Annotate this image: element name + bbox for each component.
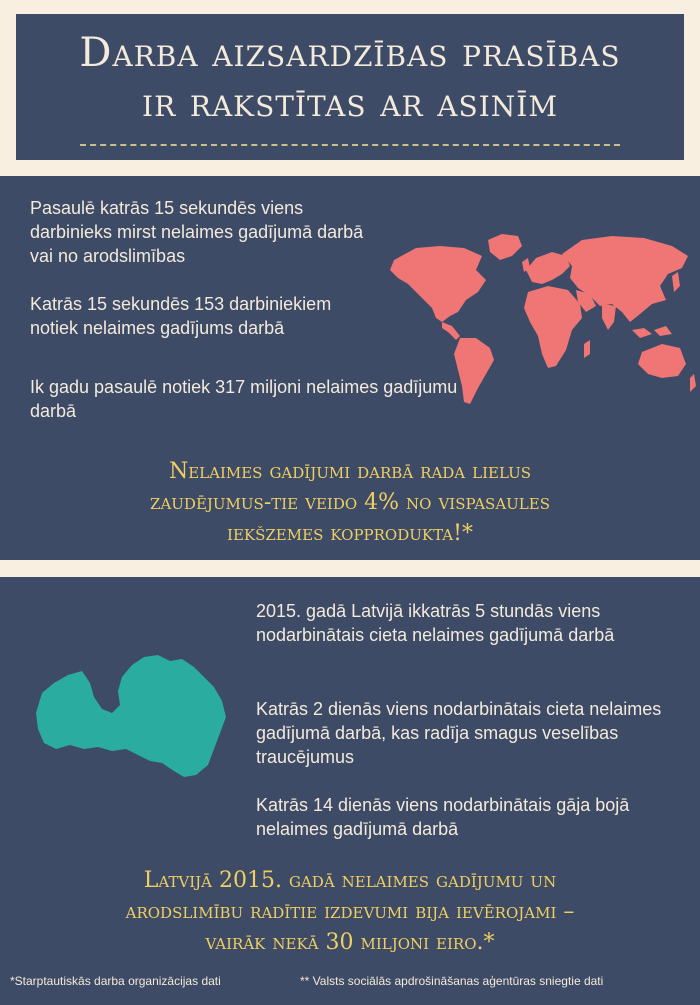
latvia-map-icon <box>34 653 228 783</box>
page-title <box>16 28 684 128</box>
latvia-fact-3: Katrās 14 dienās viens nodarbinātais gāja bojā nelaimes gadījumā darbā <box>256 795 630 839</box>
latvia-highlight-line-2: arodslimību radītie izdevumi bija ievērojami – <box>125 899 575 924</box>
world-fact-3: Ik gadu pasaulē notiek 317 miljoni nelaimes gadījumu darbā <box>30 377 458 421</box>
latvia-highlight-line-3: vairāk nekā 30 miljoni eiro.* <box>205 930 495 955</box>
page-title-line-1: Darba aizsardzības prasības <box>79 30 621 76</box>
world-highlight-line-1: Nelaimes gadījumi darbā rada lielus <box>168 459 532 484</box>
world-highlight-line-2: zaudējumus-tie veido 4% no vispasaules <box>150 490 550 515</box>
world-map-icon <box>376 226 696 406</box>
footnote-vsaa-source: ** Valsts sociālās apdrošināšanas aģentūras sniegtie dati <box>300 974 604 988</box>
world-fact-2: Katrās 15 sekundēs 153 darbiniekiem notiek nelaimes gadījums darbā <box>30 294 332 338</box>
world-highlight-line-3: iekšzemes kopprodukta!* <box>227 521 473 546</box>
page-title-line-2: ir rakstītas ar asinīm <box>142 80 558 126</box>
latvia-highlight-line-1: Latvijā 2015. gadā nelaimes gadījumu un <box>143 868 557 893</box>
dashed-divider <box>80 144 620 146</box>
world-statistics-panel <box>0 176 700 560</box>
footnote-ilo-source: *Starptautiskās darba organizācijas dati <box>10 974 221 988</box>
latvia-fact-1: 2015. gadā Latvijā ikkatrās 5 stundās viens nodarbinātais cieta nelaimes gadījumā darbā <box>256 601 615 645</box>
latvia-statistics-panel <box>0 577 700 1005</box>
title-banner <box>16 14 684 160</box>
world-highlight-text <box>0 456 700 549</box>
latvia-highlight-text <box>0 865 700 958</box>
world-fact-1: Pasaulē katrās 15 sekundēs viens darbinieks mirst nelaimes gadījumā darbā vai no arodslimības <box>30 198 364 266</box>
latvia-fact-2: Katrās 2 dienās viens nodarbinātais cieta nelaimes gadījumā darbā, kas radīja smagus veselības traucējumus <box>256 699 662 767</box>
